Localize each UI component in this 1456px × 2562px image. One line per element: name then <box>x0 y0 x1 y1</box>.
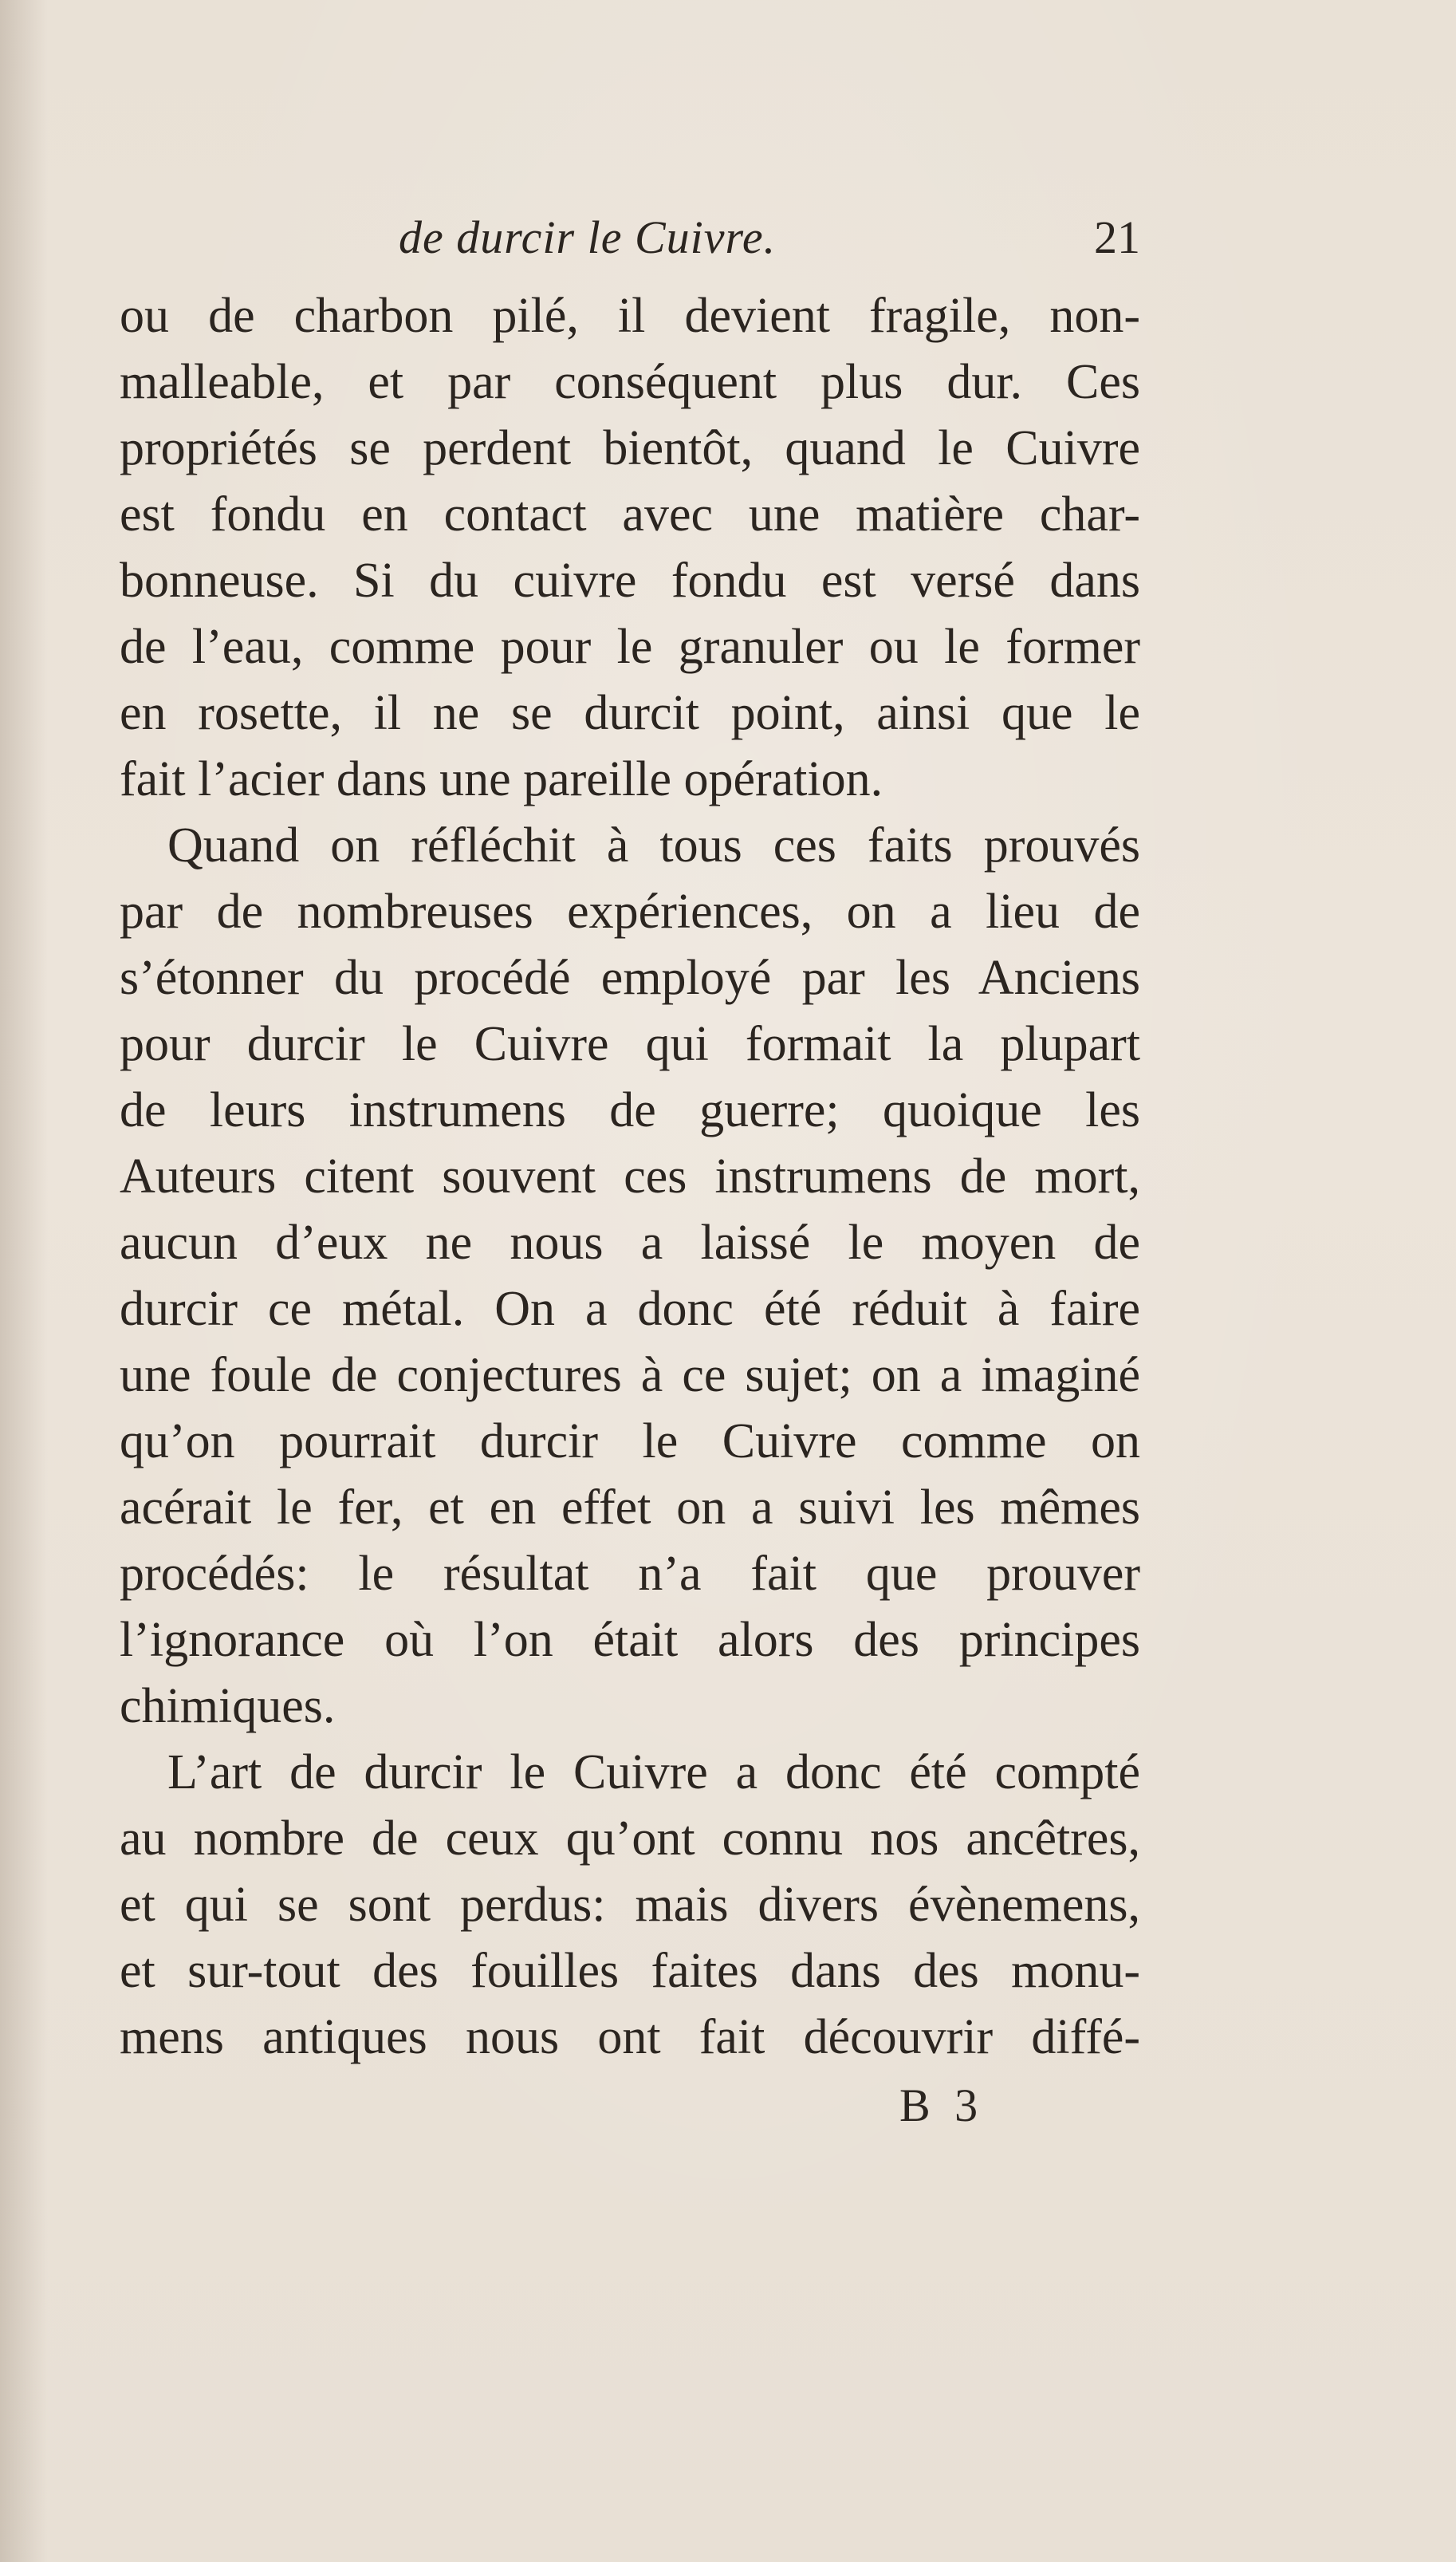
text-line: bonneuse. Si du cuivre fondu est versé dans <box>120 554 1140 608</box>
text-line: par de nombreuses expériences, on a lieu de <box>120 885 1140 939</box>
page-number: 21 <box>1094 211 1140 263</box>
text-line: au nombre de ceux qu’ont connu nos ancêtres, <box>120 1811 1140 1866</box>
text-line: qu’on pourrait durcir le Cuivre comme on <box>120 1414 1140 1468</box>
text-line: L’art de durcir le Cuivre a donc été compté <box>167 1745 1140 1799</box>
text-line: durcir ce métal. On a donc été réduit à faire <box>120 1282 1140 1336</box>
text-line: de leurs instrumens de guerre; quoique les <box>120 1083 1140 1137</box>
text-line: malleable, et par conséquent plus dur. Ces <box>120 355 1140 409</box>
text-line: et qui se sont perdus: mais divers évènemens, <box>120 1878 1140 1932</box>
running-head <box>120 206 1140 270</box>
text-line: ou de charbon pilé, il devient fragile, non- <box>120 289 1140 343</box>
text-line: s’étonner du procédé employé par les Anciens <box>120 951 1140 1005</box>
text-line: de l’eau, comme pour le granuler ou le former <box>120 620 1140 674</box>
body-text <box>120 283 1140 2071</box>
text-line: Auteurs citent souvent ces instrumens de mort, <box>120 1149 1140 1204</box>
text-line: et sur-tout des fouilles faites dans des monu- <box>120 1944 1140 1998</box>
paragraph-1 <box>120 283 1140 813</box>
text-line: acérait le fer, et en effet on a suivi les mêmes <box>120 1480 1140 1535</box>
text-line: l’ignorance où l’on était alors des principes <box>120 1613 1140 1667</box>
text-line: aucun d’eux ne nous a laissé le moyen de <box>120 1216 1140 1270</box>
text-line: mens antiques nous ont fait découvrir diffé- <box>120 2010 1140 2064</box>
signature-mark: B 3 <box>899 2079 985 2131</box>
running-title: de durcir le Cuivre. <box>399 211 777 263</box>
page-fold-shadow <box>0 0 48 2562</box>
text-line: en rosette, il ne se durcit point, ainsi que le <box>120 686 1140 740</box>
text-line: est fondu en contact avec une matière char- <box>120 487 1140 542</box>
paragraph-3 <box>120 1740 1140 2071</box>
text-line: une foule de conjectures à ce sujet; on a imaginé <box>120 1348 1140 1402</box>
text-line: fait l’acier dans une pareille opération. <box>120 752 883 806</box>
text-line: propriétés se perdent bientôt, quand le Cuivre <box>120 421 1140 475</box>
paragraph-2 <box>120 813 1140 1740</box>
text-line: Quand on réfléchit à tous ces faits prouvés <box>167 818 1140 873</box>
text-line: chimiques. <box>120 1679 336 1733</box>
text-line: procédés: le résultat n’a fait que prouver <box>120 1547 1140 1601</box>
text-line: pour durcir le Cuivre qui formait la plupart <box>120 1017 1140 1071</box>
